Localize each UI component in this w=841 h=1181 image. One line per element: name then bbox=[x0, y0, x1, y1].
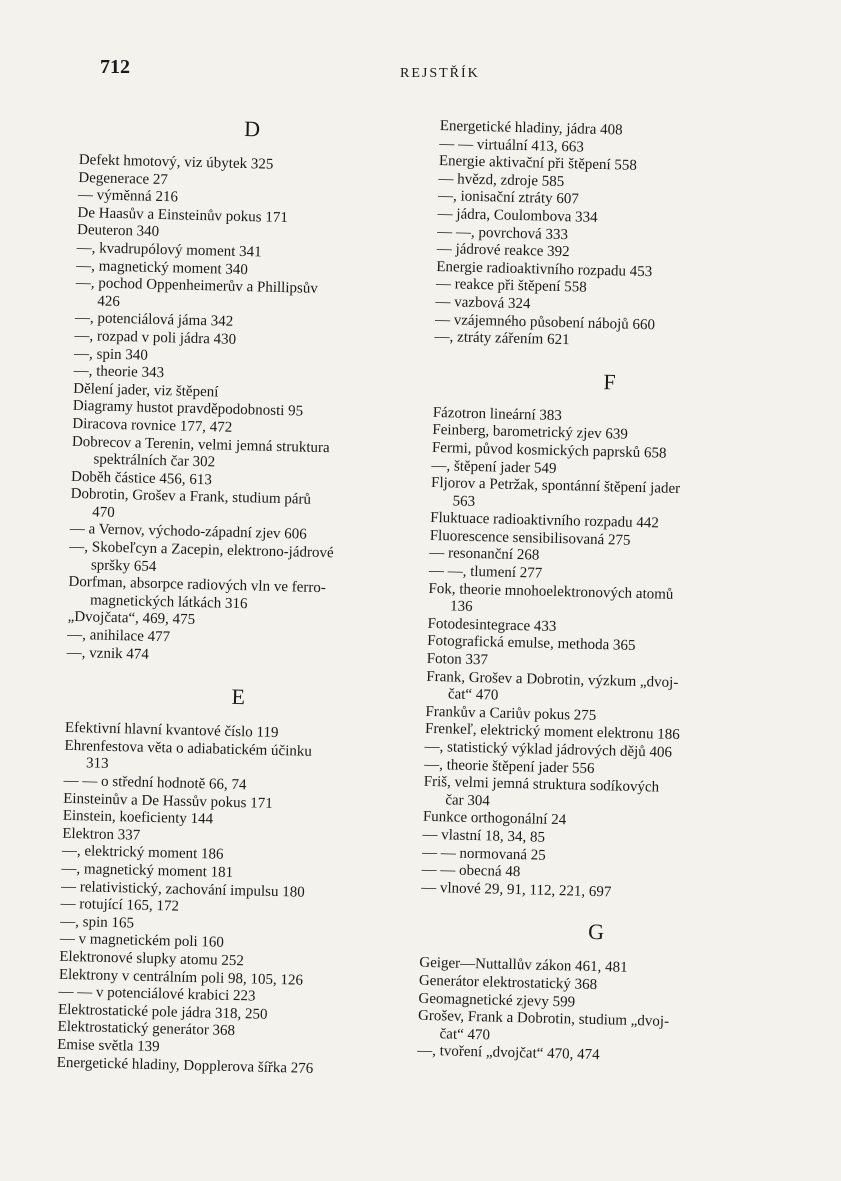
index-entry-text: — — obecná 48 bbox=[421, 861, 521, 881]
index-entry-text: Foton 337 bbox=[426, 650, 489, 669]
index-entry-text: Fok, theorie mnohoelektronových atomů bbox=[428, 580, 674, 603]
index-entry-text: —, potenciálová jáma 342 bbox=[74, 310, 234, 331]
index-entry-text: Degenerace 27 bbox=[78, 169, 169, 188]
index-entry-text: —, kvadrupólový moment 341 bbox=[76, 239, 262, 261]
index-entry-text: Frenkeľ, elektrický moment elektronu 186 bbox=[424, 721, 680, 744]
section-letter-heading: G bbox=[587, 919, 605, 945]
index-entry-text: —, Skobeľcyn a Zacepin, elektrono-jádrové bbox=[69, 538, 334, 562]
index-entry-text: Einsteinův a De Hassův pokus 171 bbox=[63, 790, 273, 812]
index-entry-text: De Haasův a Einsteinův pokus 171 bbox=[77, 204, 289, 226]
index-entry-text: Friš, velmi jemná struktura sodíkových bbox=[423, 773, 660, 796]
index-entry-text: — — o střední hodnotě 66, 74 bbox=[63, 772, 247, 794]
index-entry-text: — resonanční 268 bbox=[429, 545, 540, 565]
running-head: REJSTŘÍK bbox=[400, 66, 480, 81]
index-entry-text: Elektron 337 bbox=[62, 825, 141, 844]
index-entry-text: Fotografická emulse, methoda 365 bbox=[427, 633, 636, 655]
index-entry-text: — rotující 165, 172 bbox=[60, 895, 180, 915]
index-entry-text: —, spin 340 bbox=[73, 345, 149, 364]
index-entry-text: Emise světla 139 bbox=[57, 1036, 160, 1056]
index-entry-text: — — v potenciálové krabici 223 bbox=[58, 983, 256, 1005]
index-entry-text: Dobrecov a Terenin, velmi jemná struktura bbox=[71, 433, 330, 456]
index-entry-text: —, pochod Oppenheimerův a Phillipsův bbox=[75, 275, 319, 298]
index-entry-text: — v magnetickém poli 160 bbox=[59, 931, 225, 952]
index-entry-text: Elektrony v centrálním poli 98, 105, 126 bbox=[58, 966, 304, 989]
index-entry-text: — vazbová 324 bbox=[435, 293, 531, 313]
index-entry-text: Grošev, Frank a Dobrotin, studium „dvoj- bbox=[417, 1007, 670, 1030]
index-entry-text: — vlnové 29, 91, 112, 221, 697 bbox=[420, 879, 612, 901]
index-entry-text: — a Vernov, východo-západní zjev 606 bbox=[69, 521, 307, 544]
index-entry-text: Feinberg, barometrický zjev 639 bbox=[432, 422, 629, 443]
index-entry-continuation: spršky 654 bbox=[90, 557, 157, 575]
index-entry-text: Frankův a Cariův pokus 275 bbox=[425, 703, 597, 724]
index-entry-text: — —, tlumení 277 bbox=[428, 562, 543, 582]
index-entry-text: — vzájemného působení nábojů 660 bbox=[434, 311, 656, 333]
index-entry-text: Diracova rovnice 177, 472 bbox=[72, 415, 233, 436]
index-entry-text: Dělení jader, viz štěpení bbox=[73, 380, 219, 401]
index-entry-text: —, spin 165 bbox=[60, 913, 135, 932]
section-letter-heading: D bbox=[243, 116, 261, 142]
index-entry-text: — — virtuální 413, 663 bbox=[439, 135, 585, 156]
index-entry-text: Fljorov a Petržak, spontánní štěpení jader bbox=[430, 474, 681, 498]
index-entry-text: Fotodesintegrace 433 bbox=[427, 615, 557, 635]
index-entry-text: — vlastní 18, 34, 85 bbox=[422, 826, 546, 846]
index-entry-text: Funkce orthogonální 24 bbox=[422, 809, 567, 829]
index-entry-text: Elektrostatický generátor 368 bbox=[57, 1019, 236, 1040]
page-number: 712 bbox=[100, 56, 130, 78]
index-entry-continuation: 563 bbox=[452, 493, 476, 510]
index-entry-text: Ehrenfestova věta o adiabatickém účinku bbox=[64, 737, 313, 760]
index-entry-text: Fluktuace radioaktivního rozpadu 442 bbox=[430, 510, 660, 532]
index-entry-text: Energie radioaktivního rozpadu 453 bbox=[436, 258, 653, 280]
index-entry-text: Energetické hladiny, Dopplerova šířka 276 bbox=[56, 1054, 314, 1077]
index-entry-text: Diagramy hustot pravděpodobnosti 95 bbox=[72, 398, 304, 420]
index-entry-text: Fluorescence sensibilisovaná 275 bbox=[429, 527, 631, 549]
section-letter-heading: E bbox=[231, 684, 246, 710]
index-entry-text: „Dvojčata“, 469, 475 bbox=[67, 609, 196, 629]
index-entry-text: — jádra, Coulombova 334 bbox=[437, 205, 598, 226]
index-entry-text: —, theorie 343 bbox=[73, 363, 165, 382]
index-entry-text: Elektrostatické pole jádra 318, 250 bbox=[57, 1001, 268, 1023]
index-entry-continuation: spektrálních čar 302 bbox=[93, 451, 216, 471]
index-entry-text: Doběh částice 456, 613 bbox=[70, 468, 213, 489]
index-entry-text: Fázotron lineární 383 bbox=[432, 404, 563, 424]
index-entry-continuation: 313 bbox=[85, 755, 109, 773]
index-entry-text: — reakce při štěpení 558 bbox=[435, 276, 587, 296]
index-entry-text: — hvězd, zdroje 585 bbox=[438, 170, 565, 190]
index-entry-text: Defekt hmotový, viz úbytek 325 bbox=[78, 151, 274, 173]
index-entry-text: —, ionisační ztráty 607 bbox=[437, 188, 580, 208]
index-entry-text: —, ztráty zářením 621 bbox=[434, 329, 570, 349]
index-entry-text: —, elektrický moment 186 bbox=[61, 843, 224, 864]
index-entry-text: Efektivní hlavní kvantové číslo 119 bbox=[64, 720, 279, 742]
index-entry-text: — —, povrchová 333 bbox=[437, 223, 569, 243]
index-entry-text: —, rozpad v poli jádra 430 bbox=[74, 327, 237, 348]
index-entry-text: Frank, Grošev a Dobrotin, výzkum „dvoj- bbox=[426, 668, 679, 691]
index-entry-text: — výměnná 216 bbox=[77, 187, 179, 206]
index-entry-text: — — normovaná 25 bbox=[421, 844, 546, 864]
index-entry-text: — jádrové reakce 392 bbox=[436, 241, 570, 261]
right-index-column bbox=[417, 118, 792, 1069]
index-entry-continuation: 426 bbox=[97, 293, 121, 310]
index-entry-text: Energetické hladiny, jádra 408 bbox=[439, 118, 623, 139]
index-entry-continuation: čat“ 470 bbox=[439, 1025, 491, 1044]
index-entry-text: Geomagnetické zjevy 599 bbox=[418, 990, 576, 1011]
index-entry-text: Fermi, původ kosmických paprsků 658 bbox=[431, 439, 667, 462]
index-entry-continuation: čat“ 470 bbox=[447, 686, 499, 704]
index-entry-text: —, štěpení jader 549 bbox=[431, 457, 557, 477]
index-entry-text: —, anihilace 477 bbox=[67, 626, 171, 646]
section-letter-heading: F bbox=[603, 368, 617, 395]
index-entry-text: —, magnetický moment 181 bbox=[61, 860, 234, 881]
index-entry-text: Dobrotin, Grošev a Frank, studium párů bbox=[70, 486, 312, 509]
left-index-column bbox=[57, 112, 425, 1080]
index-entry-continuation: 470 bbox=[92, 504, 115, 521]
index-entry-text: Elektronové slupky atomu 252 bbox=[59, 948, 245, 970]
index-entry-text: —, vznik 474 bbox=[66, 644, 150, 663]
index-entry-text: —, tvoření „dvojčat“ 470, 474 bbox=[417, 1043, 600, 1064]
index-entry-text: —, theorie štěpení jader 556 bbox=[424, 756, 595, 777]
index-entry-text: Einstein, koeficienty 144 bbox=[62, 807, 214, 828]
index-entry-text: Geiger—Nuttallův zákon 461, 481 bbox=[419, 955, 628, 977]
index-entry-text: Dorfman, absorpce radiových vln ve ferro- bbox=[68, 574, 327, 597]
index-entry-text: —, magnetický moment 340 bbox=[76, 257, 249, 278]
index-entry-text: Energie aktivační při štěpení 558 bbox=[438, 153, 638, 175]
index-entry-text: — relativistický, zachování impulsu 180 bbox=[60, 878, 305, 901]
index-entry-text: Deuteron 340 bbox=[76, 222, 160, 241]
index-entry-continuation: 136 bbox=[449, 598, 473, 616]
index-entry-text: —, statistický výklad jádrových dějů 406 bbox=[424, 738, 673, 761]
index-entry-continuation: magnetických látkách 316 bbox=[89, 592, 248, 613]
index-entry-text: Generátor elektrostatický 368 bbox=[418, 972, 598, 994]
index-entry-continuation: čar 304 bbox=[445, 792, 491, 810]
